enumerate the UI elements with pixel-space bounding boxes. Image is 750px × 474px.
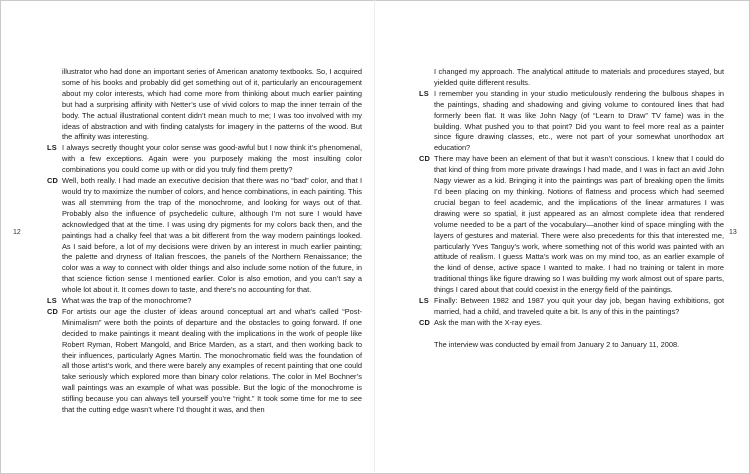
paragraph-text: Finally: Between 1982 and 1987 you quit your day job, began having exhibitions, got married, had a child, and traveled quite a bit. Is any of this in the paintings? <box>434 296 724 316</box>
speaker-label: LS <box>419 88 429 98</box>
page-number-right: 13 <box>729 229 737 236</box>
paragraph-text: Ask the man with the X-ray eyes. <box>434 317 543 327</box>
interview-credit-line: The interview was conducted by email from January 2 to January 11, 2008. <box>434 339 680 349</box>
interview-paragraph <box>419 88 724 154</box>
speaker-label: LS <box>47 296 57 306</box>
paragraph-text: I remember you standing in your studio meticulously rendering the bulbous shapes in the paintings, shading and shadowing and giving volume to contoured lines that had formerly been flat. It was like John Nagy (of “Learn to Draw” TV fame) was in the building. What pushed you to that point? Did you want to feel more real as a painter since figure drawing classes, etc., were not part of your somewhat unorthodox art education? <box>434 88 724 153</box>
right-column <box>419 67 724 351</box>
speaker-label: LS <box>47 143 57 153</box>
paragraph-text: What was the trap of the monochrome? <box>62 296 192 306</box>
interview-paragraph <box>434 67 724 89</box>
interview-paragraph <box>47 143 362 176</box>
left-column <box>47 67 362 416</box>
paragraph-text: There may have been an element of that but it wasn’t conscious. I knew that I could do that kind of thing from more private drawings I had made, and I was in fact an avid John Nagy viewer as a kid. Bringing it into the paintings was part of breaking open the limits I’d been placing on my thinking. Notions of flatness and process which had seemed crucial began to feel academic, and the implications of the linear armatures I was drawing were so spatial, it just appeared as an almost complete idea that rendered volume needed to be a part of the vocabulary—another kind of space mingling with the layers of gestures and material. There were also precedents for this that interested me, particularly Yves Tanguy’s work, where something not of this world was painted with an attitude of realism. I guess Matta’s work was on my mind too, as an earlier example of the kind of dense, active space I wanted to make. I had no training or talent in more traditional things like figure drawing so I was building my work almost out of spare parts, things I cared about that could coexist in the energy field of the paintings. <box>434 154 724 295</box>
speaker-label: LS <box>419 296 429 306</box>
spread-gutter <box>374 0 375 472</box>
interview-paragraph <box>47 306 362 416</box>
speaker-label: CD <box>419 317 431 327</box>
paragraph-text: illustrator who had done an important series of American anatomy textbooks. So, I acquired some of his books and probably did get something out of it, particularly an encouragement about my color interests, which had come more from thinking about much earlier painting but had a surprising affinity with Netter’s use of vivid colors to map the inner terrain of the body. The actual illustrational content didn’t mean much to me; I was too involved with my ideas of abstraction and with finding catalysts for imagery in the patterns of the wood. But the affinity was interesting. <box>62 67 362 142</box>
paragraph-text: I changed my approach. The analytical attitude to materials and procedures stayed, but yielded quite different results. <box>434 67 724 87</box>
interview-paragraph <box>419 317 724 329</box>
page-number-left: 12 <box>13 229 21 236</box>
interview-paragraph <box>62 67 362 143</box>
interview-paragraph <box>419 296 724 318</box>
paragraph-text: For artists our age the cluster of ideas around conceptual art and what’s called “Post-Minimalism” were both the points of departure and the obstacles to going forward. If one decided to make paintings it meant dealing with the implications in the work of people like Robert Ryman, Robert Mangold, and Brice Marden, as a start, and then working back to their influences, particularly Agnes Martin. The monochromatic field was the foundation of all those artist’s work, and there were barely any examples of recent painting that one could take seriously which explored more than binary color relations. The color in Mel Bochner’s wall paintings was an example of what was possible. But the logic of the monochrome is stifling because you can always tell yourself you’re “right.” It took some time for me to see that the cutting edge wasn’t where I’d thought it was, and then <box>62 306 362 415</box>
interview-paragraph <box>47 296 362 307</box>
speaker-label: CD <box>419 154 431 164</box>
interview-paragraph <box>47 176 362 296</box>
speaker-label: CD <box>47 176 59 186</box>
paragraph-text: Well, both really. I had made an executive decision that there was no “bad” color, and that I would try to maximize the number of colors, and hence combinations, in each painting. This was all stemming from the trap of the monochrome, and looking for ways out of that. Probably also the influence of psychedelic culture, although I’m not sure I would have acknowledged that at the time. I was using dry pigments for my colors back then, and the paintings had a chalky feel that was a bit different from the way modern paintings looked. As I said before, a lot of my decisions were driven by an interest in much earlier painting; the palette and dryness of Italian frescoes, the panels of the Northern Renaissance; the color was a way to connect with older things and also include some notion of the future, in that science fiction sense I mentioned earlier. Color is also emotion, and you can’t say a whole lot about it. It comes down to taste, and there’s no accounting for that. <box>62 176 362 295</box>
speaker-label: CD <box>47 306 59 316</box>
interview-paragraph <box>419 154 724 296</box>
paragraph-text: I always secretly thought your color sense was good-awful but I now think it’s phenomenal, with a few exceptions. Again were you purposely making the most insulting color combinations you could come up with or did you truly find them pretty? <box>62 143 362 175</box>
